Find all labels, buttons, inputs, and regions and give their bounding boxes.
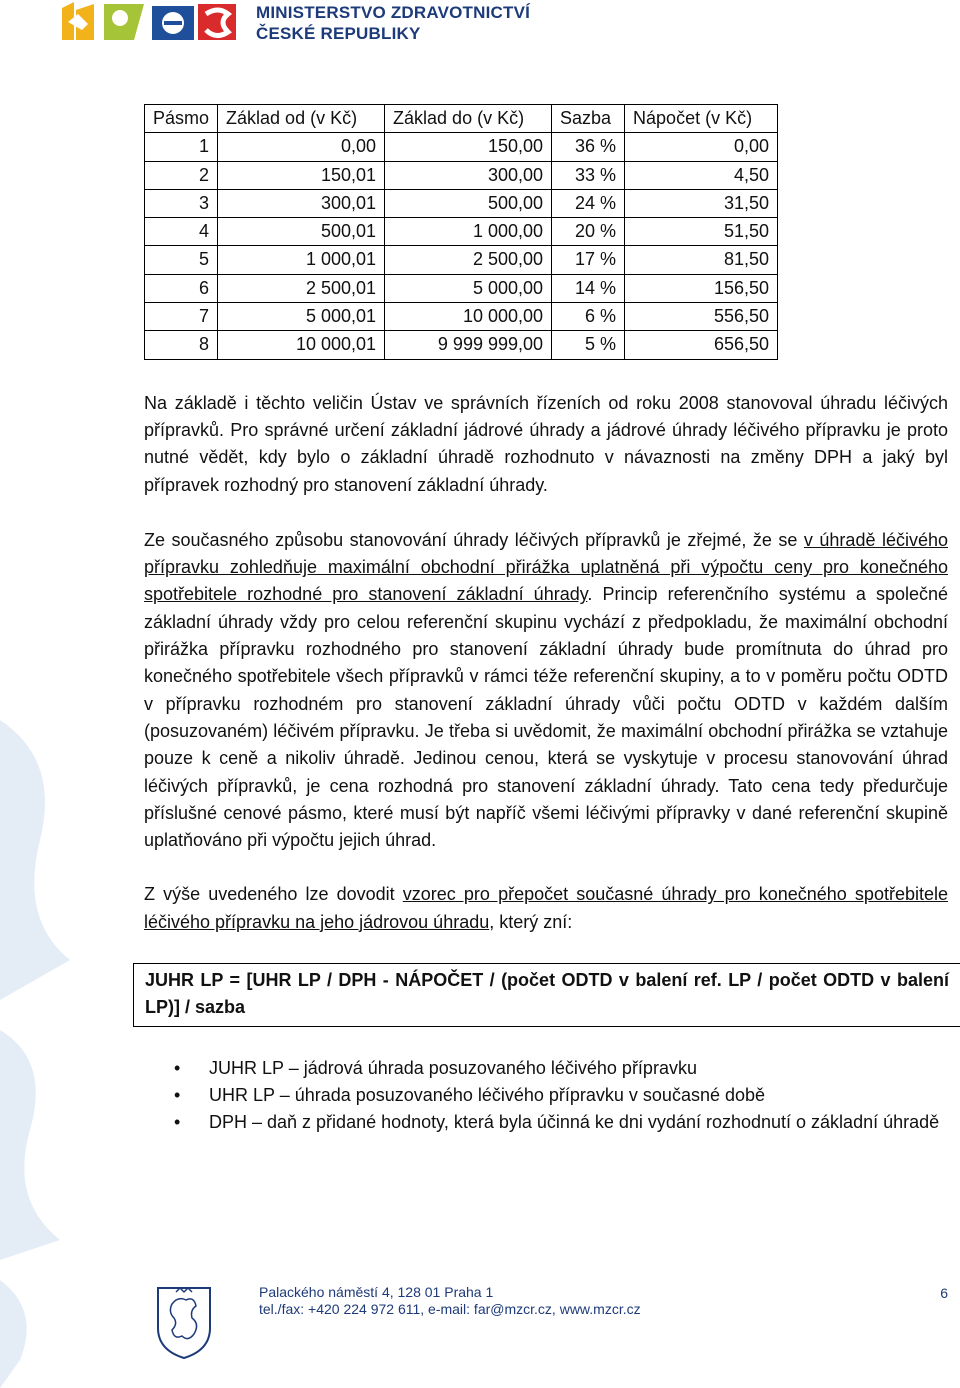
table-cell: 0,00 [625,133,778,161]
table-row [145,274,778,302]
table-cell: 3 [145,189,218,217]
table-cell: 5 000,00 [385,274,552,302]
table-cell: 10 000,01 [218,331,385,359]
table-cell: 300,01 [218,189,385,217]
table-header-cell: Základ do (v Kč) [385,105,552,133]
table-cell: 10 000,00 [385,303,552,331]
underlined-text: v úhradě léčivého přípravku zohledňuje maximální obchodní přirážka uplatněná při výpočtu ceny pro konečného spotřebitele rozhodné pro stanovení základní úhrady [144,529,949,605]
table-cell: 33 % [552,161,625,189]
coat-of-arms-icon [154,1284,214,1360]
formula-box: JUHR LP = [UHR LP / DPH - NÁPOČET / (počet ODTD v balení ref. LP / počet ODTD v balení LP)] / sazba [133,963,960,1027]
page-header [60,0,530,44]
watermark-wave-icon [0,700,90,1388]
text-run: Ze současného způsobu stanovování úhrady léčivých přípravků je zřejmé, že se [144,529,804,550]
table-cell: 556,50 [625,303,778,331]
table-cell: 0,00 [218,133,385,161]
paragraph-principle [144,527,948,855]
table-header-cell: Základ od (v Kč) [218,105,385,133]
definition-text: UHR LP – úhrada posuzovaného léčivého přípravku v současné době [209,1084,766,1105]
table-row [145,189,778,217]
text-run: Z výše uvedeného lze dovodit [144,884,403,905]
table-cell: 36 % [552,133,625,161]
bullet-icon: • [174,1112,181,1133]
ministry-name [256,2,530,44]
table-cell: 14 % [552,274,625,302]
paragraph-formula-intro [144,881,948,936]
table-row [145,218,778,246]
table-cell: 1 [145,133,218,161]
table-row [145,303,778,331]
bullet-icon: • [174,1057,181,1078]
table-cell: 31,50 [625,189,778,217]
table-cell: 2 [145,161,218,189]
table-header-cell: Sazba [552,105,625,133]
definition-text: DPH – daň z přidané hodnoty, která byla účinná ke dni vydání rozhodnutí o základní úhradě [209,1112,940,1133]
footer-address [259,1284,641,1318]
table-cell: 6 [145,274,218,302]
table-cell: 150,00 [385,133,552,161]
page-footer [154,1282,954,1362]
list-item [144,1109,948,1136]
ministry-logo-icon [60,0,240,44]
table-cell: 2 500,00 [385,246,552,274]
table-cell: 17 % [552,246,625,274]
table-cell: 500,00 [385,189,552,217]
table-row [145,331,778,359]
table-cell: 9 999 999,00 [385,331,552,359]
table-cell: 81,50 [625,246,778,274]
contact-line: tel./fax: +420 224 972 611, e-mail: far@mzcr.cz, www.mzcr.cz [259,1301,641,1317]
table-cell: 20 % [552,218,625,246]
table-cell: 2 500,01 [218,274,385,302]
ministry-name-line2: ČESKÉ REPUBLIKY [256,24,421,43]
table-cell: 656,50 [625,331,778,359]
table-cell: 4,50 [625,161,778,189]
table-cell: 51,50 [625,218,778,246]
tax-band-table [144,104,778,360]
table-cell: 24 % [552,189,625,217]
table-header-cell: Nápočet (v Kč) [625,105,778,133]
list-item [144,1082,948,1109]
table-cell: 6 % [552,303,625,331]
table-cell: 156,50 [625,274,778,302]
definition-text: JUHR LP – jádrová úhrada posuzovaného léčivého přípravku [209,1057,697,1078]
table-cell: 5 % [552,331,625,359]
underlined-text: vzorec pro přepočet současné úhrady pro konečného spotřebitele léčivého přípravku na jeho jádrovou úhradu [144,884,948,932]
table-cell: 5 [145,246,218,274]
definition-list [144,1055,948,1137]
table-cell: 4 [145,218,218,246]
text-run: , který zní: [489,911,573,932]
list-item [144,1055,948,1082]
document-body [144,100,948,1137]
bullet-icon: • [174,1084,181,1105]
table-cell: 1 000,00 [385,218,552,246]
table-cell: 8 [145,331,218,359]
table-cell: 300,00 [385,161,552,189]
table-cell: 5 000,01 [218,303,385,331]
table-header-cell: Pásmo [145,105,218,133]
table-cell: 7 [145,303,218,331]
text-run: . Princip referenčního systému a společné základní úhrady vždy pro celou referenční skupinu vychází z předpokladu, že maximální obchodní přirážka přípravku rozhodného pro stanovení základní úhrady bude promítnuta do úhrad pro konečného spotřebitele všech přípravků v rámci téže referenční skupiny, a to v poměru počtu ODTD v přípravku rozhodném pro stanovení základní úhrady vůči počtu ODTD v každém dalším (posuzovaném) léčivém přípravku. Je třeba si uvědomit, že maximální obchodní přirážka se vztahuje pouze k ceně a nikoliv úhradě. Jedinou cenou, která se vyskytuje v procesu stanovování úhrad léčivých přípravků, je cena rozhodná pro stanovení základní úhrady. Tato cena tedy předurčuje příslušné cenové pásmo, které musí být napříč všemi léčivými přípravky v dané referenční skupině uplatňováno při výpočtu jejich úhrad. [144,584,949,851]
table-row [145,133,778,161]
address-line: Palackého náměstí 4, 128 01 Praha 1 [259,1284,494,1300]
table-cell: 150,01 [218,161,385,189]
table-cell: 500,01 [218,218,385,246]
page-number: 6 [940,1285,948,1301]
paragraph-intro: Na základě i těchto veličin Ústav ve správních řízeních od roku 2008 stanovoval úhradu léčivých přípravků. Pro správné určení základní jádrové úhrady a jádrové úhrady léčivého přípravku je proto nutné vědět, kdy bylo o základní úhradě rozhodnuto v návaznosti na změny DPH a jaký byl přípravek rozhodný pro stanovení základní úhrady. [144,392,948,495]
table-header-row [145,105,778,133]
table-row [145,161,778,189]
ministry-name-line1: MINISTERSTVO ZDRAVOTNICTVÍ [256,3,531,22]
table-cell: 1 000,01 [218,246,385,274]
table-row [145,246,778,274]
